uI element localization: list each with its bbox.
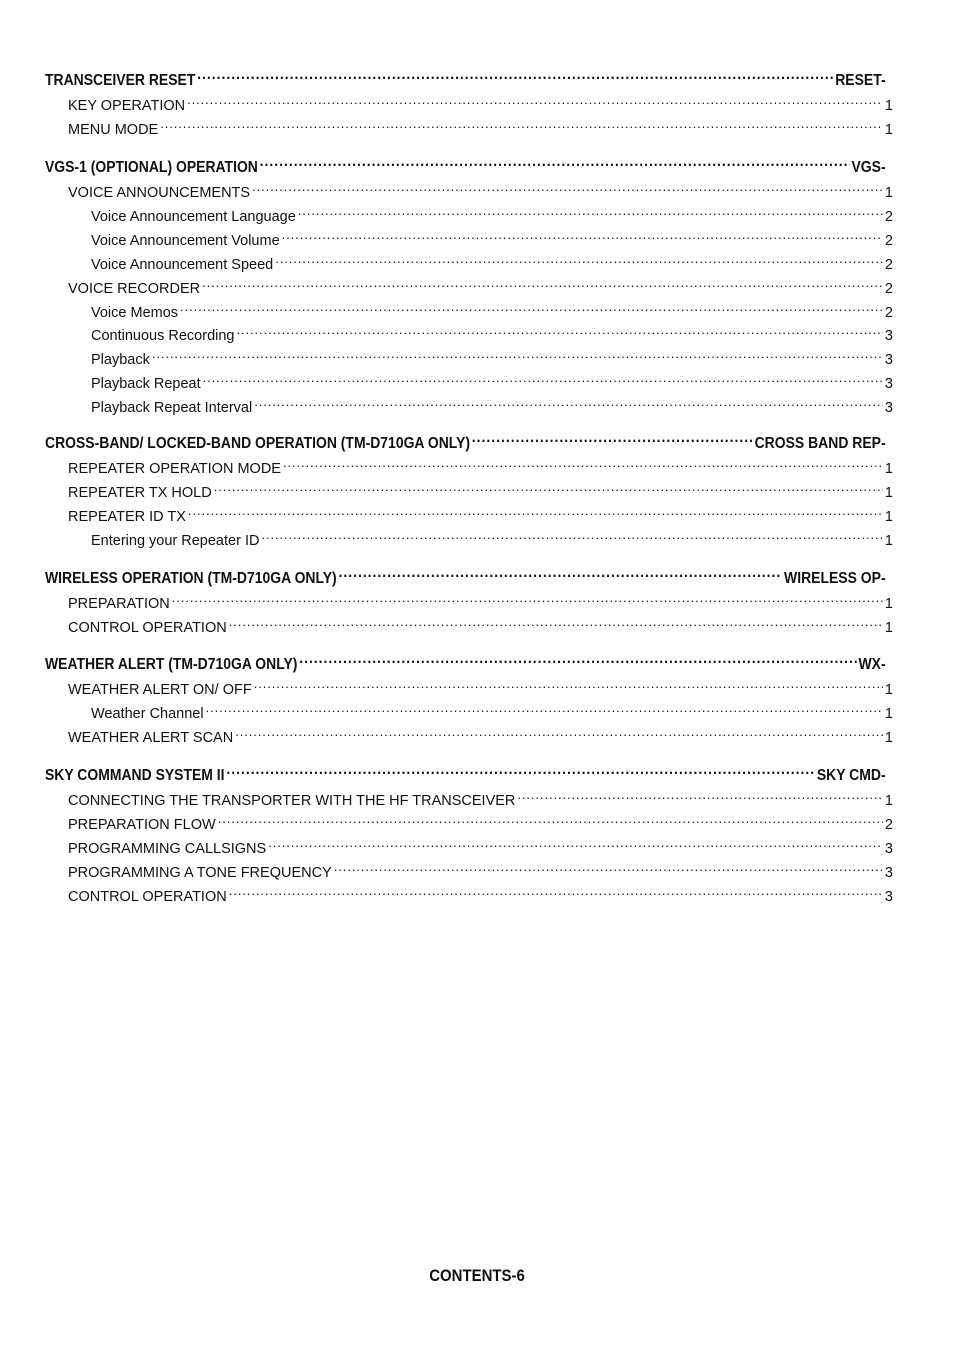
toc-entry-page: 3: [884, 352, 893, 369]
toc-entry: [68, 809, 893, 833]
section-heading-page: WX-: [858, 656, 886, 673]
dot-leader: [472, 428, 753, 448]
toc-entry: [68, 477, 893, 501]
toc-entry-label: Playback: [91, 352, 150, 369]
toc-entry-page: 1: [884, 793, 893, 809]
toc-entry-page: 3: [884, 328, 893, 345]
dot-leader: [218, 809, 883, 829]
section-heading: [45, 152, 886, 176]
section-heading-label: WEATHER ALERT (TM-D710GA ONLY): [45, 656, 298, 673]
section-heading: [45, 428, 886, 452]
toc-entry-label: Weather Channel: [91, 705, 204, 722]
toc-entry: [68, 881, 893, 905]
toc-entry-page: 2: [884, 816, 893, 833]
dot-leader: [252, 177, 883, 197]
dot-leader: [298, 201, 883, 221]
dot-leader: [260, 152, 850, 172]
section-heading: [45, 65, 886, 89]
toc-entry-page: 1: [884, 185, 893, 201]
toc-entry: [68, 785, 893, 809]
toc-entry: [91, 249, 893, 273]
toc-entry: [91, 344, 893, 369]
section-heading: [45, 760, 886, 784]
toc-entry: [68, 833, 893, 857]
dot-leader: [214, 477, 883, 497]
toc-entry-label: Playback Repeat Interval: [91, 400, 253, 417]
dot-leader: [236, 320, 882, 340]
section-heading-page: RESET-: [835, 72, 886, 89]
dot-leader: [283, 453, 883, 473]
toc-entry: [68, 588, 893, 612]
dot-leader: [334, 857, 883, 877]
toc-entry-label: Voice Announcement Volume: [91, 232, 280, 249]
toc-entry-page: 1: [884, 596, 893, 612]
section-heading-label: CROSS-BAND/ LOCKED-BAND OPERATION (TM-D710GA ONLY): [45, 435, 470, 452]
toc-entry: [68, 501, 893, 525]
section-heading-page: WIRELESS OP-: [784, 570, 886, 587]
toc-entry-label: Continuous Recording: [91, 328, 235, 345]
toc-entry: [91, 368, 893, 393]
toc-entry-label: PREPARATION: [68, 596, 170, 612]
toc-entry-label: PREPARATION FLOW: [68, 816, 216, 833]
toc-entry-page: 1: [884, 729, 893, 746]
dot-leader: [187, 90, 883, 110]
toc-entry: [91, 320, 893, 345]
toc-entry-page: 1: [884, 619, 893, 636]
toc-entry-label: WEATHER ALERT ON/ OFF: [68, 682, 252, 698]
dot-leader: [338, 563, 782, 583]
toc-entry-label: REPEATER ID TX: [68, 508, 186, 525]
toc-entry-label: VOICE RECORDER: [68, 280, 201, 297]
toc-entry-label: Playback Repeat: [91, 376, 201, 393]
toc-entry: [68, 857, 893, 881]
section-heading-page: VGS-: [851, 159, 886, 176]
toc-entry-page: 2: [884, 280, 893, 297]
toc-entry-label: Voice Memos: [91, 304, 179, 321]
dot-leader: [282, 225, 883, 245]
toc-entry-label: WEATHER ALERT SCAN: [68, 729, 234, 746]
toc-entry: [68, 114, 893, 138]
toc-entry-label: PROGRAMMING CALLSIGNS: [68, 840, 267, 857]
page-footer: CONTENTS-6: [429, 1266, 525, 1285]
section-heading-label: VGS-1 (OPTIONAL) OPERATION: [45, 159, 258, 176]
dot-leader: [180, 297, 883, 317]
toc-entry-page: 3: [884, 376, 893, 393]
toc-entry-label: Voice Announcement Language: [91, 208, 296, 225]
dot-leader: [202, 273, 883, 293]
toc-entry: [68, 612, 893, 636]
toc-entry-page: 1: [884, 705, 893, 722]
toc-entry-page: 2: [884, 304, 893, 321]
section-heading-label: SKY COMMAND SYSTEM II: [45, 767, 225, 784]
toc-entry-label: Voice Announcement Speed: [91, 256, 274, 273]
dot-leader: [261, 525, 882, 545]
section-heading-page: SKY CMD-: [816, 767, 886, 784]
toc-entry-label: REPEATER OPERATION MODE: [68, 461, 281, 477]
toc-entry-label: CONTROL OPERATION: [68, 888, 227, 905]
dot-leader: [254, 674, 883, 694]
dot-leader: [197, 65, 833, 85]
toc-entry-label: Entering your Repeater ID: [91, 532, 260, 549]
toc-entry-page: 1: [884, 484, 893, 501]
toc-entry-page: 3: [884, 864, 893, 881]
toc-entry-page: 3: [884, 400, 893, 417]
toc-entry-label: REPEATER TX HOLD: [68, 484, 212, 501]
dot-leader: [226, 760, 815, 780]
dot-leader: [152, 344, 883, 364]
dot-leader: [203, 368, 883, 388]
dot-leader: [229, 881, 883, 901]
toc-entry: [68, 90, 893, 114]
toc-entry: [91, 201, 893, 225]
toc-entry-page: 1: [884, 532, 893, 549]
toc-entry-label: CONNECTING THE TRANSPORTER WITH THE HF TRANSCEIVER: [68, 793, 516, 809]
toc-entry-page: 1: [884, 682, 893, 698]
toc-entry-page: 2: [884, 208, 893, 225]
dot-leader: [517, 785, 883, 805]
toc-entry: [91, 525, 893, 549]
toc-entry-label: MENU MODE: [68, 121, 159, 138]
toc-entry-page: 1: [884, 508, 893, 525]
dot-leader: [268, 833, 883, 853]
toc-entry-page: 1: [884, 461, 893, 477]
toc-entry: [68, 453, 893, 477]
section-heading-label: TRANSCEIVER RESET: [45, 72, 196, 89]
toc-entry: [91, 297, 893, 321]
toc-entry-page: 1: [884, 98, 893, 114]
section-heading-page: CROSS BAND REP-: [754, 435, 886, 452]
dot-leader: [160, 114, 883, 134]
toc-entry-label: CONTROL OPERATION: [68, 619, 227, 636]
toc-entry: [91, 698, 893, 722]
dot-leader: [275, 249, 883, 269]
section-heading: [45, 563, 886, 587]
toc-entry: [68, 674, 893, 698]
toc-entry: [91, 392, 893, 417]
dot-leader: [254, 392, 883, 412]
dot-leader: [229, 612, 883, 632]
toc-entry-label: PROGRAMMING A TONE FREQUENCY: [68, 864, 332, 881]
toc-entry-label: KEY OPERATION: [68, 98, 186, 114]
toc-entry-page: 2: [884, 232, 893, 249]
section-heading-label: WIRELESS OPERATION (TM-D710GA ONLY): [45, 570, 337, 587]
toc-entry-label: VOICE ANNOUNCEMENTS: [68, 185, 251, 201]
section-heading: [45, 649, 886, 673]
toc-entry-page: 2: [884, 256, 893, 273]
dot-leader: [235, 722, 883, 742]
dot-leader: [172, 588, 883, 608]
toc-entry-page: 1: [884, 121, 893, 138]
toc-entry: [68, 177, 893, 201]
toc-entry: [68, 273, 893, 297]
toc-entry-page: 3: [884, 888, 893, 905]
dot-leader: [188, 501, 883, 521]
dot-leader: [299, 649, 856, 669]
toc-entry-page: 3: [884, 840, 893, 857]
toc-entry: [68, 722, 893, 746]
dot-leader: [206, 698, 883, 718]
toc-entry: [91, 225, 893, 249]
